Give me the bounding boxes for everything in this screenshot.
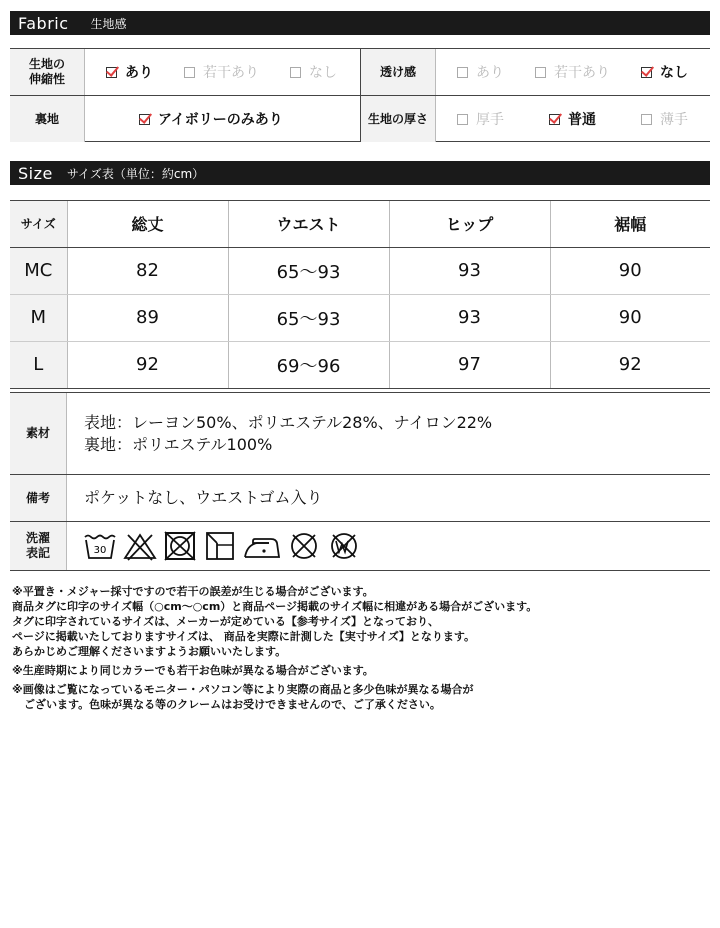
- size-header: サイズ: [10, 201, 67, 247]
- table-cell: 92: [67, 341, 228, 388]
- material-outer: 表地：レーヨン50%、ポリエステル28%、ナイロン22%: [84, 412, 493, 432]
- size-table: [10, 200, 710, 389]
- iron-low-icon: [243, 531, 281, 561]
- table-cell: 90: [550, 247, 710, 294]
- lining-option: アイボリーのみあり: [139, 96, 283, 142]
- lining-label: 裏地: [10, 96, 84, 142]
- fabric-table: [10, 48, 710, 142]
- sheer-option: あり: [457, 49, 504, 95]
- fabric-row: [10, 49, 710, 96]
- hip-header: ヒップ: [389, 201, 550, 247]
- table-cell: 93: [389, 247, 550, 294]
- fabric-row: [10, 96, 710, 142]
- table-cell: 90: [550, 294, 710, 341]
- size-section-header: [10, 161, 710, 185]
- wash-30-icon: [83, 531, 117, 561]
- checkbox-icon: [457, 114, 468, 125]
- stretch-option: あり: [106, 49, 153, 95]
- material-row: [10, 393, 710, 475]
- washing-symbols: [67, 522, 361, 570]
- sheer-label: 透け感: [361, 49, 435, 95]
- fabric-section-header: [10, 11, 710, 35]
- note-line: ※生産時期により同じカラーでも若干お色味が異なる場合がございます。: [12, 664, 374, 677]
- material-label: 素材: [10, 393, 67, 474]
- checkbox-icon: [139, 114, 150, 125]
- checkbox-icon: [549, 114, 560, 125]
- remarks-text: ポケットなし、ウエストゴム入り: [84, 488, 323, 507]
- thickness-option: 薄手: [641, 96, 688, 142]
- checkbox-icon: [290, 67, 301, 78]
- hem-width-header: 裾幅: [550, 201, 710, 247]
- length-header: 総丈: [67, 201, 228, 247]
- waist-header: ウエスト: [228, 201, 389, 247]
- size-cell: MC: [10, 247, 67, 294]
- checkbox-icon: [641, 67, 652, 78]
- product-info-table: [10, 392, 710, 571]
- stretch-option: 若干あり: [184, 49, 259, 95]
- washing-label: 洗濯 表記: [10, 522, 67, 570]
- checkbox-icon: [457, 67, 468, 78]
- fabric-title-jp: 生地感: [90, 16, 127, 31]
- material-lining: 裏地：ポリエステル100%: [84, 434, 273, 454]
- table-row: [10, 341, 710, 388]
- stretch-label: 生地の 伸縮性: [10, 49, 84, 95]
- table-cell: 65〜93: [228, 294, 389, 341]
- note-line: ページに掲載いたしておりますサイズは、 商品を実際に計測した【実寸サイズ】となります。: [12, 630, 475, 643]
- washing-row: [10, 522, 710, 570]
- size-cell: L: [10, 341, 67, 388]
- sheer-option: 若干あり: [535, 49, 610, 95]
- no-tumble-dry-icon: [163, 531, 197, 561]
- table-cell: 65〜93: [228, 247, 389, 294]
- remarks-row: [10, 475, 710, 522]
- no-bleach-icon: [123, 531, 157, 561]
- table-cell: 93: [389, 294, 550, 341]
- note-line: あらかじめご理解くださいますようお願いいたします。: [12, 645, 287, 658]
- notes: [12, 584, 702, 712]
- checkbox-icon: [535, 67, 546, 78]
- table-cell: 97: [389, 341, 550, 388]
- fabric-title-en: Fabric: [18, 13, 69, 33]
- note-line: タグに印字されているサイズは、メーカーが定めている【参考サイズ】となっており、: [12, 615, 440, 628]
- size-cell: M: [10, 294, 67, 341]
- no-wet-clean-icon: [327, 531, 361, 561]
- thickness-option: 普通: [549, 96, 596, 142]
- table-cell: 69〜96: [228, 341, 389, 388]
- no-dry-clean-icon: [287, 531, 321, 561]
- remarks-label: 備考: [10, 475, 67, 521]
- stretch-option: なし: [290, 49, 337, 95]
- size-title-jp: サイズ表（単位：約cm）: [66, 166, 205, 181]
- size-header-row: [10, 201, 710, 247]
- note-line: ※平置き・メジャー採寸ですので若干の誤差が生じる場合がございます。: [12, 585, 374, 598]
- sheer-option: なし: [641, 49, 688, 95]
- checkbox-icon: [184, 67, 195, 78]
- thickness-option: 厚手: [457, 96, 504, 142]
- checkbox-icon: [641, 114, 652, 125]
- svg-text:30: 30: [93, 545, 107, 556]
- thickness-label: 生地の厚さ: [361, 96, 435, 142]
- table-cell: 89: [67, 294, 228, 341]
- table-cell: 82: [67, 247, 228, 294]
- note-line: 商品タグに印字のサイズ幅（○cm〜○cm）と商品ページ掲載のサイズ幅に相違がある場合がございます。: [12, 600, 538, 613]
- table-cell: 92: [550, 341, 710, 388]
- table-row: [10, 247, 710, 294]
- size-title-en: Size: [18, 163, 53, 183]
- line-dry-shade-icon: [203, 531, 237, 561]
- table-row: [10, 294, 710, 341]
- note-line: ※画像はご覧になっているモニター・パソコン等により実際の商品と多少色味が異なる場合が: [12, 683, 474, 696]
- checkbox-icon: [106, 67, 117, 78]
- note-line: ございます。色味が異なる等のクレームはお受けできませんので、ご了承ください。: [24, 698, 441, 711]
